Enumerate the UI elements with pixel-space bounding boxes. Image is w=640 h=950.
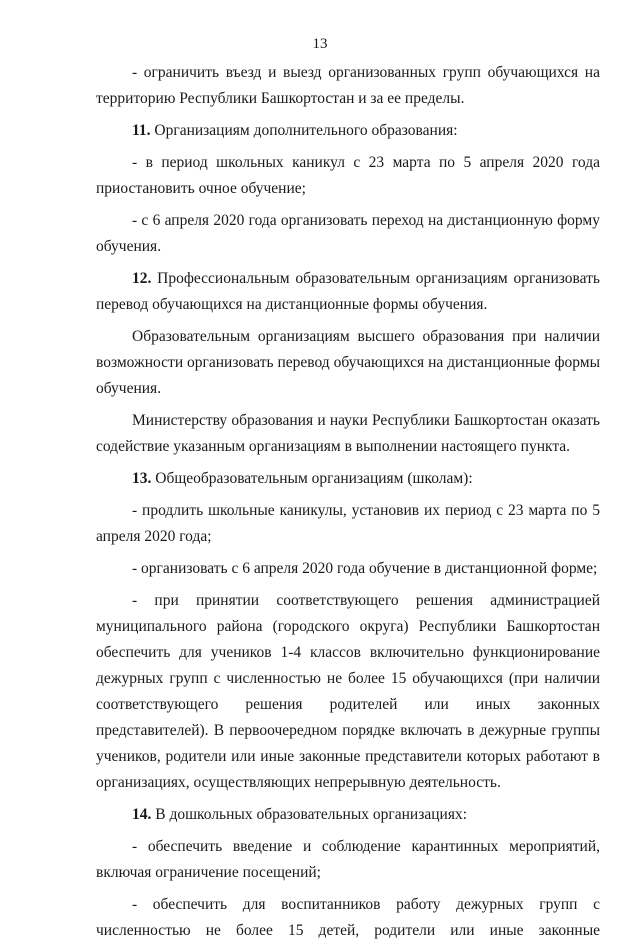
paragraph-distance-transition: - с 6 апреля 2020 года организовать переход на дистанционную форму обучения. xyxy=(96,212,600,255)
item-13-text: Общеобразовательным организациям (школам): xyxy=(151,470,473,487)
item-14-number: 14. xyxy=(132,806,152,823)
item-11-text: Организациям дополнительного образования: xyxy=(150,122,458,139)
document-body xyxy=(96,60,600,950)
paragraph-suspend-classes: - в период школьных каникул с 23 марта по 5 апреля 2020 года приостановить очное обучение; xyxy=(96,154,600,197)
item-13 xyxy=(96,466,600,492)
paragraph-ministry-assistance: Министерству образования и науки Республики Башкортостан оказать содействие указанным организациям в выполнении настоящего пункта. xyxy=(96,412,600,455)
paragraph-extend-holidays: - продлить школьные каникулы, установив их период с 23 марта по 5 апреля 2020 года; xyxy=(96,502,600,545)
paragraph-distance-learning: - организовать с 6 апреля 2020 года обучение в дистанционной форме; xyxy=(132,560,598,577)
paragraph-higher-education: Образовательным организациям высшего образования при наличии возможности организовать перевод обучающихся на дистанционные формы обучения. xyxy=(96,328,600,397)
item-12-text: Профессиональным образовательным организациям организовать перевод обучающихся на дистанционные формы обучения. xyxy=(96,270,600,313)
item-11 xyxy=(96,118,600,144)
item-14 xyxy=(96,802,600,828)
paragraph-duty-groups-school: - при принятии соответствующего решения администрацией муниципального района (городского округа) Республики Башкортостан обеспечить для учеников 1-4 классов включительно функционирование дежурных групп с численностью не более 15 обучающихся (при наличии соответствующего решения родителей или иных законных представителей). В первоочередном порядке включать в дежурные группы учеников, родители или иные законные представители которых работают в организациях, осуществляющих непрерывную деятельность. xyxy=(96,592,600,791)
item-12 xyxy=(96,266,600,318)
item-13-number: 13. xyxy=(132,470,152,487)
page-number: 13 xyxy=(312,36,328,52)
paragraph-duty-groups-preschool: - обеспечить для воспитанников работу дежурных групп с численностью не более 15 детей, родители или иные законные xyxy=(96,896,600,939)
paragraph-restrict-travel: - ограничить въезд и выезд организованных групп обучающихся на территорию Республики Башкортостан и за ее пределы. xyxy=(96,64,600,107)
item-14-text: В дошкольных образовательных организациях: xyxy=(151,806,467,823)
paragraph-quarantine: - обеспечить введение и соблюдение карантинных мероприятий, включая ограничение посещений; xyxy=(96,838,600,881)
item-12-number: 12. xyxy=(132,270,152,287)
item-11-number: 11. xyxy=(132,122,151,139)
